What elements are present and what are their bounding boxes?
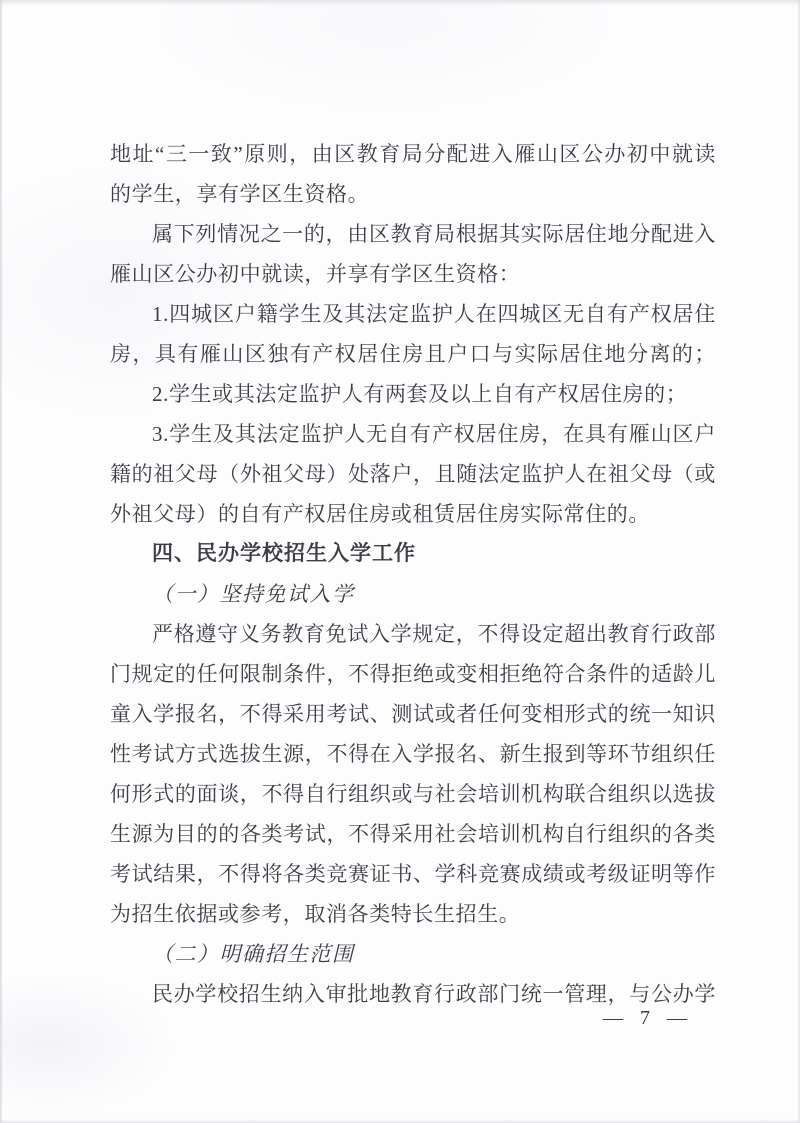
- text-line: 房，具有雁山区独有产权居住房且户口与实际居住地分离的；: [110, 342, 716, 366]
- text-line: 2.学生或其法定监护人有两套及以上自有产权居住房的；: [152, 382, 688, 406]
- text-line: 外祖父母）的自有产权居住房或租赁居住房实际常住的。: [110, 502, 650, 526]
- document-body: [110, 134, 716, 1014]
- scan-edge-top: [0, 0, 800, 6]
- text-line: 属下列情况之一的，由区教育局根据其实际居住地分配进入: [152, 222, 716, 246]
- text-line: 门规定的任何限制条件，不得拒绝或变相拒绝符合条件的适龄儿: [110, 662, 716, 686]
- scan-edge-left: [0, 0, 3, 1123]
- text-line: 考试结果，不得将各类竞赛证书、学科竞赛成绩或考级证明等作: [110, 862, 716, 886]
- text-line: 3.学生及其法定监护人无自有产权居住房，在具有雁山区户: [152, 422, 716, 446]
- page-number: — 7 —: [603, 1007, 693, 1029]
- scan-edge-bottom: [0, 1119, 800, 1123]
- text-line: 生源为目的的各类考试，不得采用社会培训机构自行组织的各类: [110, 822, 716, 846]
- subsection-heading: （二）明确招生范围: [152, 942, 355, 966]
- text-line: 何形式的面谈，不得自行组织或与社会培训机构联合组织以选拔: [110, 782, 716, 806]
- subsection-heading: （一）坚持免试入学: [152, 582, 355, 606]
- text-line: 地址“三一致”原则，由区教育局分配进入雁山区公办初中就读: [110, 142, 716, 166]
- text-line: 的学生，享有学区生资格。: [110, 182, 370, 206]
- text-line: 严格遵守义务教育免试入学规定，不得设定超出教育行政部: [152, 622, 716, 646]
- section-heading: 四、民办学校招生入学工作: [152, 542, 416, 565]
- text-line: 1.四城区户籍学生及其法定监护人在四城区无自有产权居住: [152, 302, 716, 326]
- text-line: 童入学报名，不得采用考试、测试或者任何变相形式的统一知识: [110, 702, 716, 726]
- text-line: 为招生依据或参考，取消各类特长生招生。: [110, 902, 521, 926]
- text-line: 雁山区公办初中就读，并享有学区生资格：: [110, 262, 521, 286]
- text-line: 民办学校招生纳入审批地教育行政部门统一管理，与公办学: [152, 982, 716, 1006]
- text-line: 性考试方式选拔生源，不得在入学报名、新生报到等环节组织任: [110, 742, 716, 766]
- text-line: 籍的祖父母（外祖父母）处落户，且随法定监护人在祖父母（或: [110, 462, 716, 486]
